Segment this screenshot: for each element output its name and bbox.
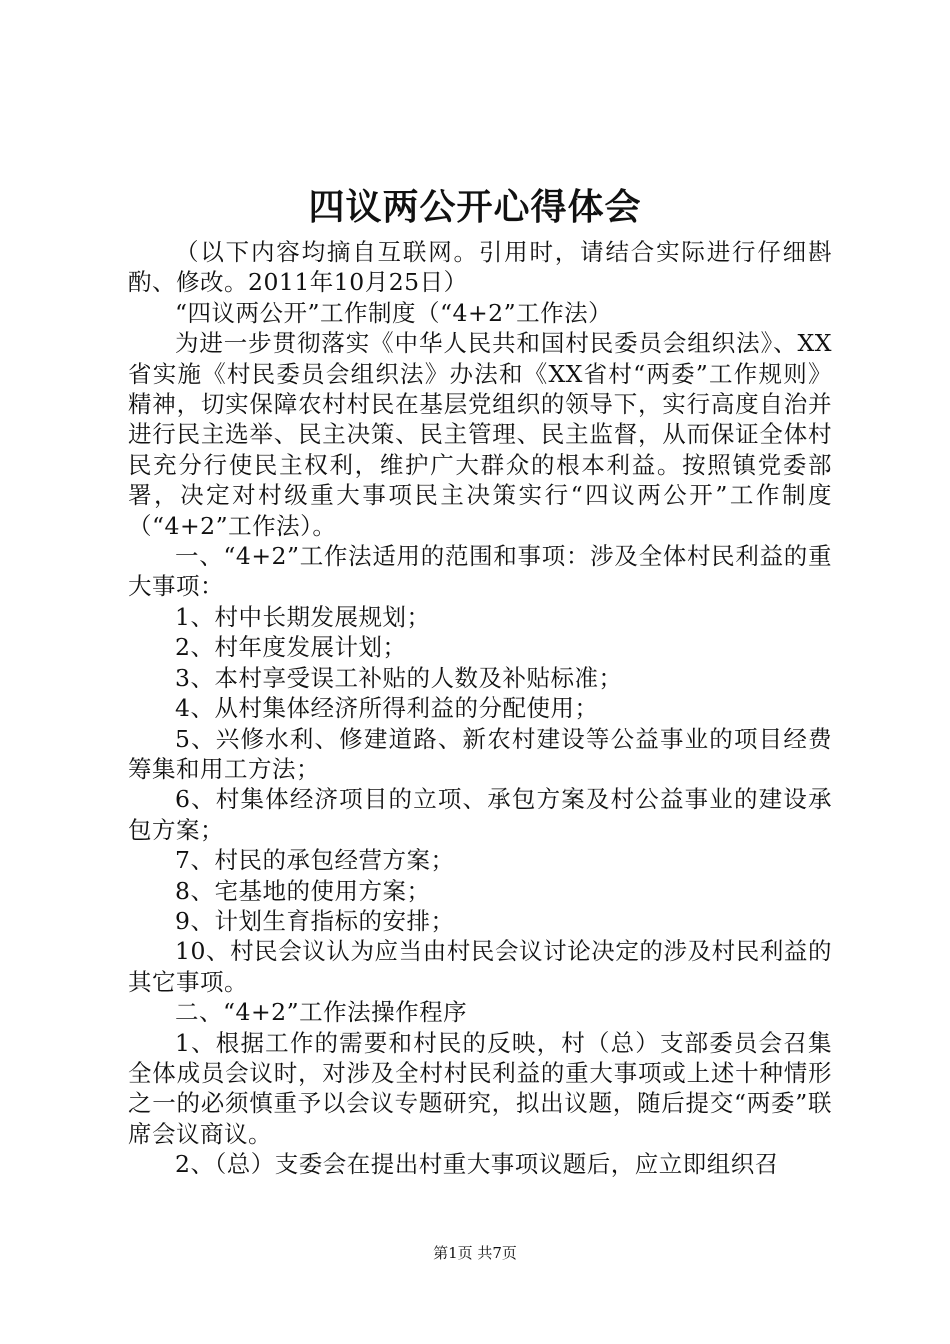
- page-number: 第1页 共7页: [433, 1244, 517, 1262]
- paragraph-system-name: “四议两公开”工作制度（“4+2”工作法）: [175, 298, 613, 327]
- paragraph-section-1-heading: 一、“4+2”工作法适用的范围和事项：涉及全体村民利益的重大事项：: [128, 542, 832, 601]
- paragraph-item-3: 3、本村享受误工补贴的人数及补贴标准；: [175, 663, 623, 692]
- paragraph-item-6: 6、村集体经济项目的立项、承包方案及村公益事业的建设承包方案；: [128, 785, 832, 844]
- paragraph-item-1: 1、村中长期发展规划；: [175, 602, 431, 631]
- paragraph-source-note: （以下内容均摘自互联网。引用时，请结合实际进行仔细斟酌、修改。2011年10月25日）: [128, 238, 832, 297]
- paragraph-item-7: 7、村民的承包经营方案；: [175, 846, 455, 875]
- document-body: [128, 237, 832, 1180]
- paragraph-procedure-1: 1、根据工作的需要和村民的反映，村（总）支部委员会召集全体成员会议时，对涉及全村村民利益的重大事项或上述十种情形之一的必须慎重予以会议专题研究，拟出议题，随后提交“两委”联席会议商议。: [128, 1028, 832, 1148]
- paragraph-item-10: 10、村民会议认为应当由村民会议讨论决定的涉及村民利益的其它事项。: [128, 937, 832, 996]
- paragraph-item-2: 2、村年度发展计划；: [175, 633, 407, 662]
- paragraph-section-2-heading: 二、“4+2”工作法操作程序: [175, 998, 468, 1027]
- paragraph-procedure-2: 2、（总）支委会在提出村重大事项议题后，应立即组织召: [175, 1150, 779, 1179]
- paragraph-item-8: 8、宅基地的使用方案；: [175, 876, 431, 905]
- document-title: 四议两公开心得体会: [308, 186, 642, 228]
- paragraph-item-9: 9、计划生育指标的安排；: [175, 906, 455, 935]
- paragraph-item-4: 4、从村集体经济所得利益的分配使用；: [175, 694, 599, 723]
- paragraph-item-5: 5、兴修水利、修建道路、新农村建设等公益事业的项目经费筹集和用工方法；: [128, 724, 832, 783]
- paragraph-intro: 为进一步贯彻落实《中华人民共和国村民委员会组织法》、XX省实施《村民委员会组织法》办法和《XX省村“两委”工作规则》精神，切实保障农村村民在基层党组织的领导下，实行高度自治并进行民主选举、民主决策、民主管理、民主监督，从而保证全体村民充分行使民主权利，维护广大群众的根本利益。按照镇党委部署，决定对村级重大事项民主决策实行“四议两公开”工作制度（“4+2”工作法）。: [128, 329, 832, 540]
